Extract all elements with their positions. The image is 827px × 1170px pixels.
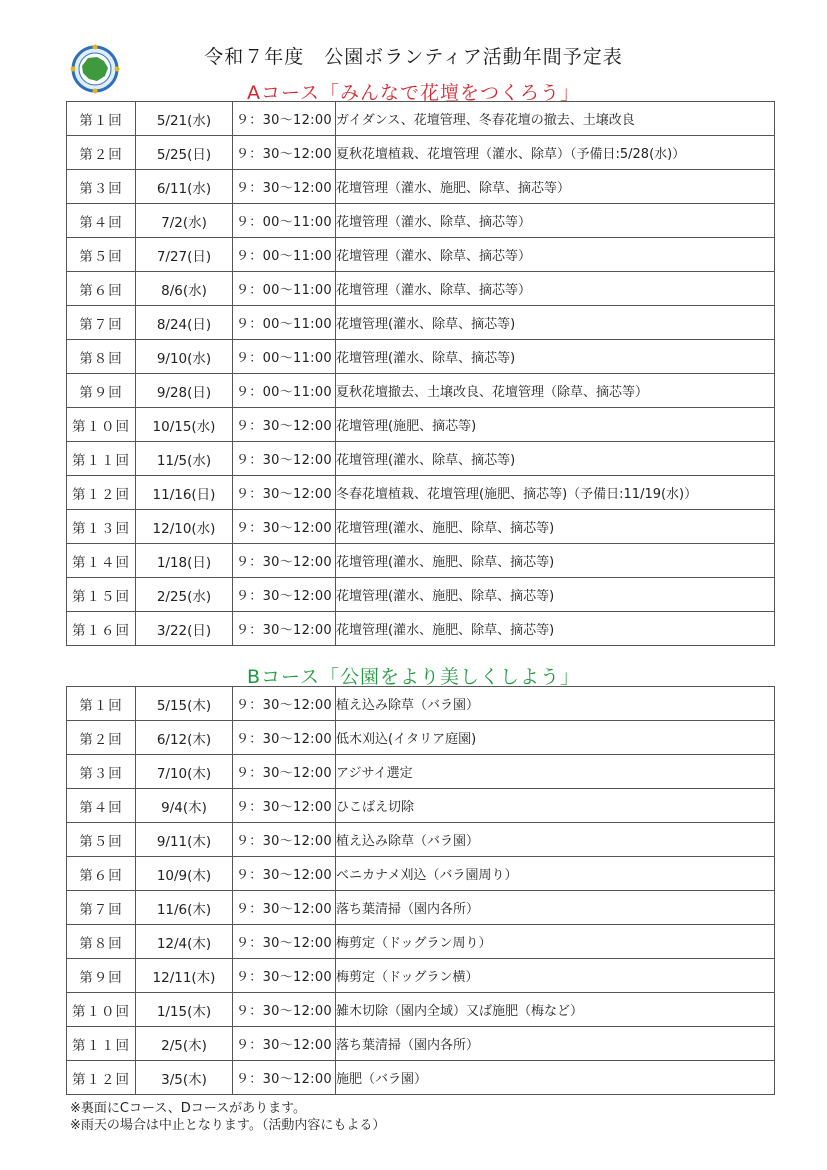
date-cell: 7/10(木) [136,755,233,789]
date-cell: 11/6(木) [136,891,233,925]
time-cell: ９：30～12:00 [233,789,336,823]
table-row [67,891,775,925]
date-cell: 6/12(木) [136,721,233,755]
course-b-table-body [67,687,775,1095]
time-cell: ９：30～12:00 [233,102,336,136]
table-row [67,721,775,755]
date-cell: 3/5(木) [136,1061,233,1095]
time-cell: ９：30～12:00 [233,442,336,476]
time-cell: ９：30～12:00 [233,993,336,1027]
activity-cell: 落ち葉清掃（園内各所） [336,1027,775,1061]
table-row [67,925,775,959]
date-cell: 5/21(水) [136,102,233,136]
time-cell: ９：00～11:00 [233,374,336,408]
date-cell: 8/24(日) [136,306,233,340]
session-number-cell: 第１４回 [67,544,136,578]
date-cell: 9/11(木) [136,823,233,857]
date-cell: 12/4(木) [136,925,233,959]
activity-cell: 花壇管理（灌水、除草、摘芯等） [336,204,775,238]
table-row [67,374,775,408]
session-number-cell: 第１０回 [67,993,136,1027]
time-cell: ９：30～12:00 [233,891,336,925]
date-cell: 9/4(木) [136,789,233,823]
session-number-cell: 第７回 [67,306,136,340]
activity-cell: 花壇管理（灌水、施肥、除草、摘芯等） [336,170,775,204]
table-row [67,102,775,136]
time-cell: ９：00～11:00 [233,272,336,306]
table-row [67,857,775,891]
table-row [67,789,775,823]
time-cell: ９：00～11:00 [233,306,336,340]
time-cell: ９：30～12:00 [233,612,336,646]
activity-cell: 花壇管理(施肥、摘芯等) [336,408,775,442]
time-cell: ９：30～12:00 [233,578,336,612]
time-cell: ９：30～12:00 [233,170,336,204]
table-row [67,238,775,272]
session-number-cell: 第８回 [67,340,136,374]
table-row [67,136,775,170]
date-cell: 1/18(日) [136,544,233,578]
table-row [67,510,775,544]
table-row [67,408,775,442]
note-rain-cancel: ※雨天の場合は中止となります。（活動内容にもよる） [70,1118,386,1133]
table-row [67,1061,775,1095]
activity-cell: ガイダンス、花壇管理、冬春花壇の撤去、土壌改良 [336,102,775,136]
time-cell: ９：30～12:00 [233,476,336,510]
activity-cell: 花壇管理(灌水、除草、摘芯等) [336,340,775,374]
course-a-table [66,101,775,646]
session-number-cell: 第９回 [67,959,136,993]
session-number-cell: 第１２回 [67,1061,136,1095]
table-row [67,544,775,578]
date-cell: 1/15(木) [136,993,233,1027]
session-number-cell: 第２回 [67,136,136,170]
session-number-cell: 第６回 [67,857,136,891]
session-number-cell: 第６回 [67,272,136,306]
activity-cell: 雑木切除（園内全域）又ば施肥（梅など） [336,993,775,1027]
date-cell: 9/28(日) [136,374,233,408]
date-cell: 7/27(日) [136,238,233,272]
time-cell: ９：30～12:00 [233,823,336,857]
activity-cell: 花壇管理(灌水、除草、摘芯等) [336,442,775,476]
session-number-cell: 第１３回 [67,510,136,544]
session-number-cell: 第９回 [67,374,136,408]
activity-cell: 花壇管理(灌水、施肥、除草、摘芯等) [336,578,775,612]
table-row [67,272,775,306]
course-a-title: Aコース「みんなで花壇をつくろう」 [246,82,581,104]
session-number-cell: 第１６回 [67,612,136,646]
notes [70,1100,385,1134]
time-cell: ９：30～12:00 [233,544,336,578]
session-number-cell: 第７回 [67,891,136,925]
session-number-cell: 第３回 [67,755,136,789]
activity-cell: 梅剪定（ドッグラン周り） [336,925,775,959]
time-cell: ９：30～12:00 [233,721,336,755]
activity-cell: 低木刈込(イタリア庭園) [336,721,775,755]
activity-cell: 花壇管理(灌水、除草、摘芯等) [336,306,775,340]
session-number-cell: 第３回 [67,170,136,204]
course-b-title: Bコース「公園をより美しくしよう」 [246,666,581,688]
activity-cell: 落ち葉清掃（園内各所） [336,891,775,925]
session-number-cell: 第１０回 [67,408,136,442]
table-row [67,959,775,993]
activity-cell: 梅剪定（ドッグラン横） [336,959,775,993]
time-cell: ９：30～12:00 [233,408,336,442]
date-cell: 7/2(水) [136,204,233,238]
document-title: 令和７年度 公園ボランティア活動年間予定表 [204,46,623,68]
table-row [67,476,775,510]
table-row [67,340,775,374]
table-row [67,1027,775,1061]
date-cell: 2/25(水) [136,578,233,612]
session-number-cell: 第１回 [67,102,136,136]
session-number-cell: 第１回 [67,687,136,721]
date-cell: 11/16(日) [136,476,233,510]
table-row [67,755,775,789]
time-cell: ９：30～12:00 [233,1061,336,1095]
activity-cell: ベニカナメ刈込（バラ園周り） [336,857,775,891]
activity-cell: 花壇管理(灌水、施肥、除草、摘芯等) [336,612,775,646]
table-row [67,306,775,340]
activity-cell: 冬春花壇植栽、花壇管理(施肥、摘芯等)（予備日:11/19(水)） [336,476,775,510]
date-cell: 8/6(水) [136,272,233,306]
table-row [67,204,775,238]
activity-cell: 夏秋花壇植栽、花壇管理（灌水、除草）（予備日:5/28(水)） [336,136,775,170]
activity-cell: 夏秋花壇撤去、土壌改良、花壇管理（除草、摘芯等） [336,374,775,408]
activity-cell: 花壇管理(灌水、施肥、除草、摘芯等) [336,510,775,544]
course-a-table-body [67,102,775,646]
activity-cell: アジサイ選定 [336,755,775,789]
time-cell: ９：00～11:00 [233,204,336,238]
session-number-cell: 第８回 [67,925,136,959]
activity-cell: 花壇管理（灌水、除草、摘芯等） [336,238,775,272]
time-cell: ９：30～12:00 [233,959,336,993]
session-number-cell: 第４回 [67,204,136,238]
table-row [67,442,775,476]
date-cell: 3/22(日) [136,612,233,646]
activity-cell: ひこばえ切除 [336,789,775,823]
time-cell: ９：00～11:00 [233,238,336,272]
date-cell: 12/10(水) [136,510,233,544]
table-row [67,170,775,204]
table-row [67,993,775,1027]
time-cell: ９：30～12:00 [233,136,336,170]
time-cell: ９：30～12:00 [233,857,336,891]
date-cell: 10/15(水) [136,408,233,442]
note-reverse-side: ※裏面にCコース、Dコースがあります。 [70,1101,307,1116]
date-cell: 5/15(木) [136,687,233,721]
date-cell: 12/11(木) [136,959,233,993]
date-cell: 2/5(木) [136,1027,233,1061]
time-cell: ９：30～12:00 [233,925,336,959]
date-cell: 6/11(水) [136,170,233,204]
session-number-cell: 第１５回 [67,578,136,612]
activity-cell: 花壇管理(灌水、施肥、除草、摘芯等) [336,544,775,578]
table-row [67,612,775,646]
course-b-table [66,686,775,1095]
table-row [67,823,775,857]
time-cell: ９：30～12:00 [233,1027,336,1061]
activity-cell: 植え込み除草（バラ園） [336,687,775,721]
time-cell: ９：30～12:00 [233,755,336,789]
time-cell: ９：30～12:00 [233,687,336,721]
activity-cell: 花壇管理（灌水、除草、摘芯等） [336,272,775,306]
session-number-cell: 第２回 [67,721,136,755]
date-cell: 9/10(水) [136,340,233,374]
session-number-cell: 第５回 [67,823,136,857]
session-number-cell: 第５回 [67,238,136,272]
session-number-cell: 第１１回 [67,1027,136,1061]
table-row [67,687,775,721]
time-cell: ９：00～11:00 [233,340,336,374]
activity-cell: 植え込み除草（バラ園） [336,823,775,857]
date-cell: 5/25(日) [136,136,233,170]
session-number-cell: 第１１回 [67,442,136,476]
table-row [67,578,775,612]
time-cell: ９：30～12:00 [233,510,336,544]
session-number-cell: 第４回 [67,789,136,823]
activity-cell: 施肥（バラ園） [336,1061,775,1095]
date-cell: 11/5(水) [136,442,233,476]
date-cell: 10/9(木) [136,857,233,891]
session-number-cell: 第１２回 [67,476,136,510]
